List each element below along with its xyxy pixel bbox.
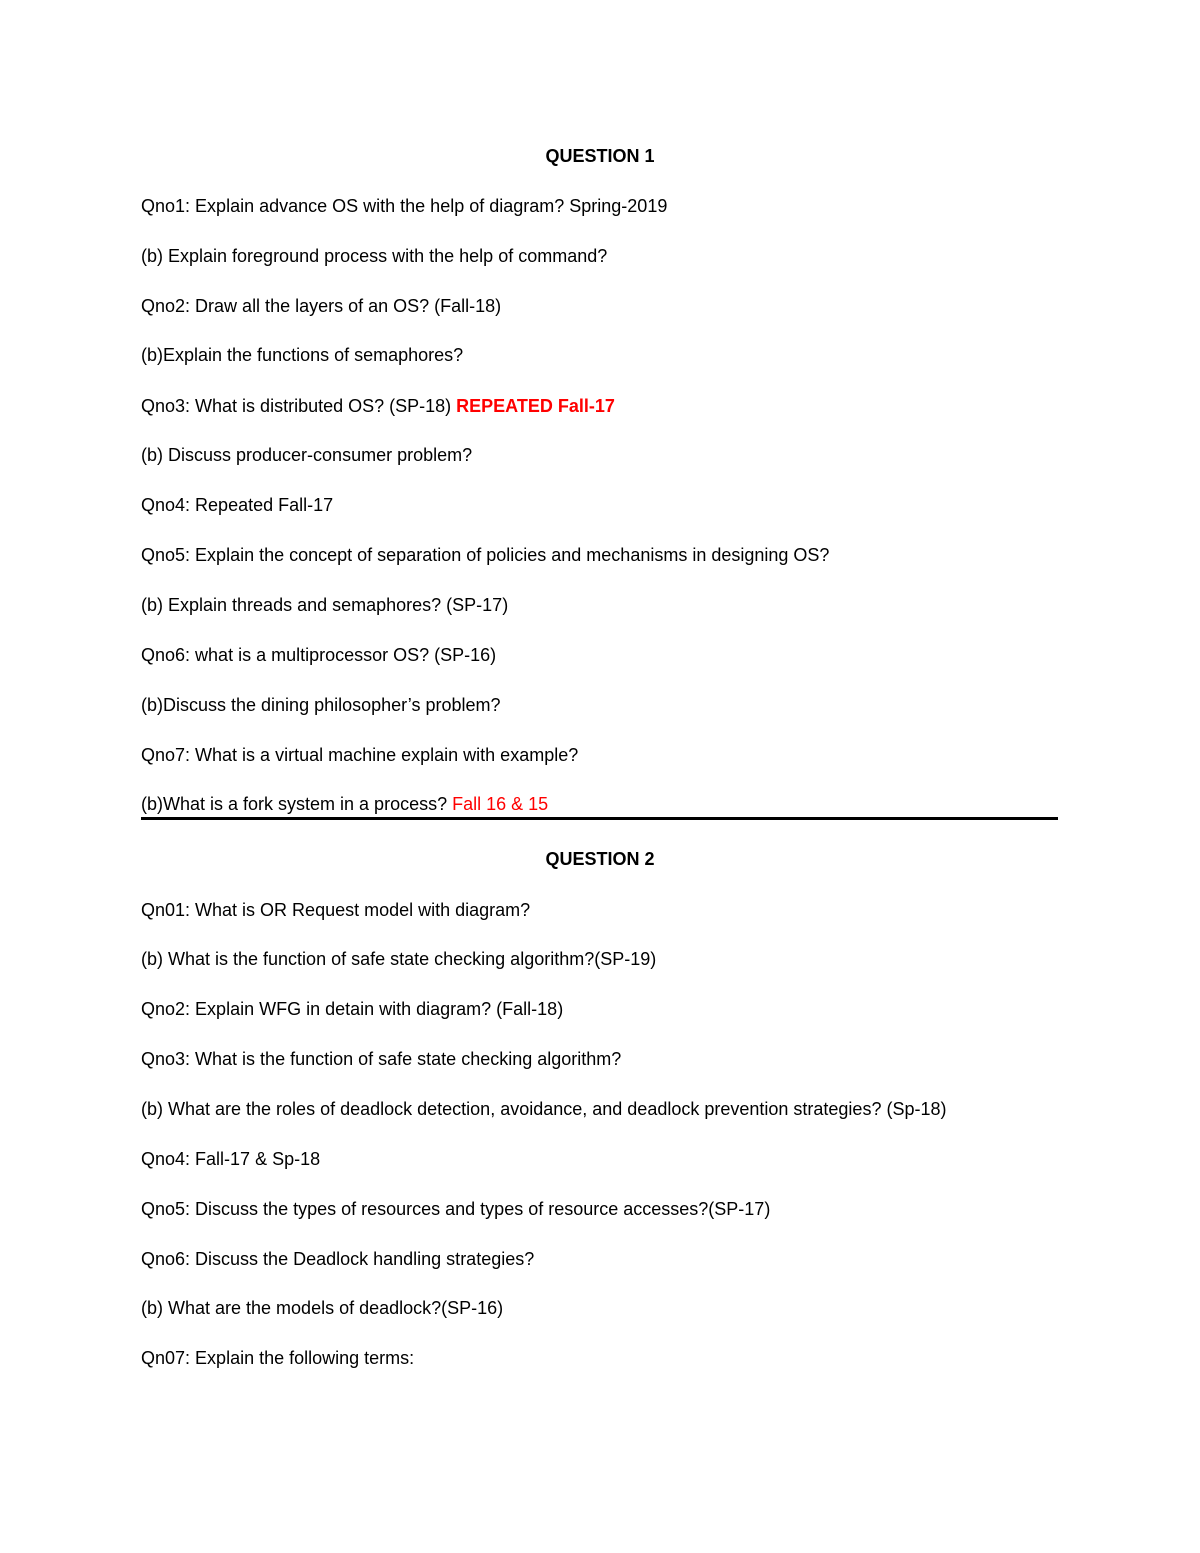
line-text: Explain the functions of semaphores? [163,345,464,365]
line-text: Explain foreground process with the help of command? [163,246,608,266]
line-prefix: Qno2: [141,999,191,1019]
line-prefix: Qno5: [141,545,191,565]
q2-line-7 [141,1198,770,1220]
repeated-tag: REPEATED Fall-17 [456,396,615,416]
line-prefix: (b) [141,1099,163,1119]
line-text: What is the function of safe state checking algorithm? [190,1049,622,1069]
q2-line-3 [141,998,563,1020]
line-prefix: Qno3: [141,1049,191,1069]
section-divider [141,817,1058,820]
line-text: Discuss the types of resources and types of resource accesses?(SP-17) [190,1199,771,1219]
line-text: What is a fork system in a process? [163,794,453,814]
q1-line-6 [141,444,472,466]
q2-line-2 [141,948,656,970]
q1-line-9 [141,594,508,616]
line-text: Fall-17 & Sp-18 [190,1149,321,1169]
q1-line-1 [141,195,667,217]
line-prefix: Qno7: [141,745,191,765]
line-prefix: Qn07: [141,1348,191,1368]
line-prefix: Qno2: [141,296,191,316]
q1-line-11 [141,694,501,716]
line-prefix: Qno3: [141,396,191,416]
q1-line-5 [141,395,615,417]
line-prefix: (b) [141,345,163,365]
q2-line-5 [141,1098,946,1120]
line-prefix: (b) [141,794,163,814]
line-text: Discuss the Deadlock handling strategies? [190,1249,535,1269]
line-prefix: Qno4: [141,495,191,515]
question-1-heading: QUESTION 1 [545,146,655,166]
line-text: Repeated Fall-17 [190,495,334,515]
line-text: Explain advance OS with the help of diagram? Spring-2019 [190,196,668,216]
line-text: Explain threads and semaphores? (SP-17) [163,595,509,615]
line-prefix: (b) [141,949,163,969]
line-prefix: Qno1: [141,196,191,216]
line-prefix: (b) [141,595,163,615]
q1-line-3 [141,295,501,317]
line-prefix: (b) [141,445,163,465]
q2-line-4 [141,1048,621,1070]
line-prefix: Qn01: [141,900,191,920]
line-prefix: (b) [141,695,163,715]
q2-line-8 [141,1248,534,1270]
line-text: What is distributed OS? (SP-18) [190,396,457,416]
q1-line-4 [141,344,463,366]
line-text: What is OR Request model with diagram? [190,900,531,920]
line-text: Explain the concept of separation of policies and mechanisms in designing OS? [190,545,830,565]
line-text: What are the models of deadlock?(SP-16) [163,1298,504,1318]
q1-line-7 [141,494,333,516]
line-prefix: Qno6: [141,1249,191,1269]
q1-line-13 [141,793,548,815]
line-prefix: (b) [141,246,163,266]
q1-line-2 [141,245,607,267]
line-text: Draw all the layers of an OS? (Fall-18) [190,296,502,316]
q2-line-10 [141,1347,414,1369]
line-prefix: Qno6: [141,645,191,665]
line-text: what is a multiprocessor OS? (SP-16) [190,645,497,665]
line-text: What is a virtual machine explain with example? [190,745,579,765]
q1-line-12 [141,744,578,766]
line-text: Explain WFG in detain with diagram? (Fall-18) [190,999,564,1019]
line-prefix: (b) [141,1298,163,1318]
line-text: Explain the following terms: [190,1348,415,1368]
question-2-heading: QUESTION 2 [545,849,655,869]
line-prefix: Qno5: [141,1199,191,1219]
q1-line-8 [141,544,829,566]
q1-line-10 [141,644,496,666]
line-text: What is the function of safe state checking algorithm?(SP-19) [163,949,657,969]
line-text: Discuss producer-consumer problem? [163,445,473,465]
q2-line-9 [141,1297,503,1319]
line-prefix: Qno4: [141,1149,191,1169]
fall-tag: Fall 16 & 15 [452,794,549,814]
line-text: Discuss the dining philosopher’s problem? [163,695,501,715]
q2-line-6 [141,1148,320,1170]
line-text: What are the roles of deadlock detection, avoidance, and deadlock prevention strategies? (Sp-18) [163,1099,947,1119]
q2-line-1 [141,899,530,921]
